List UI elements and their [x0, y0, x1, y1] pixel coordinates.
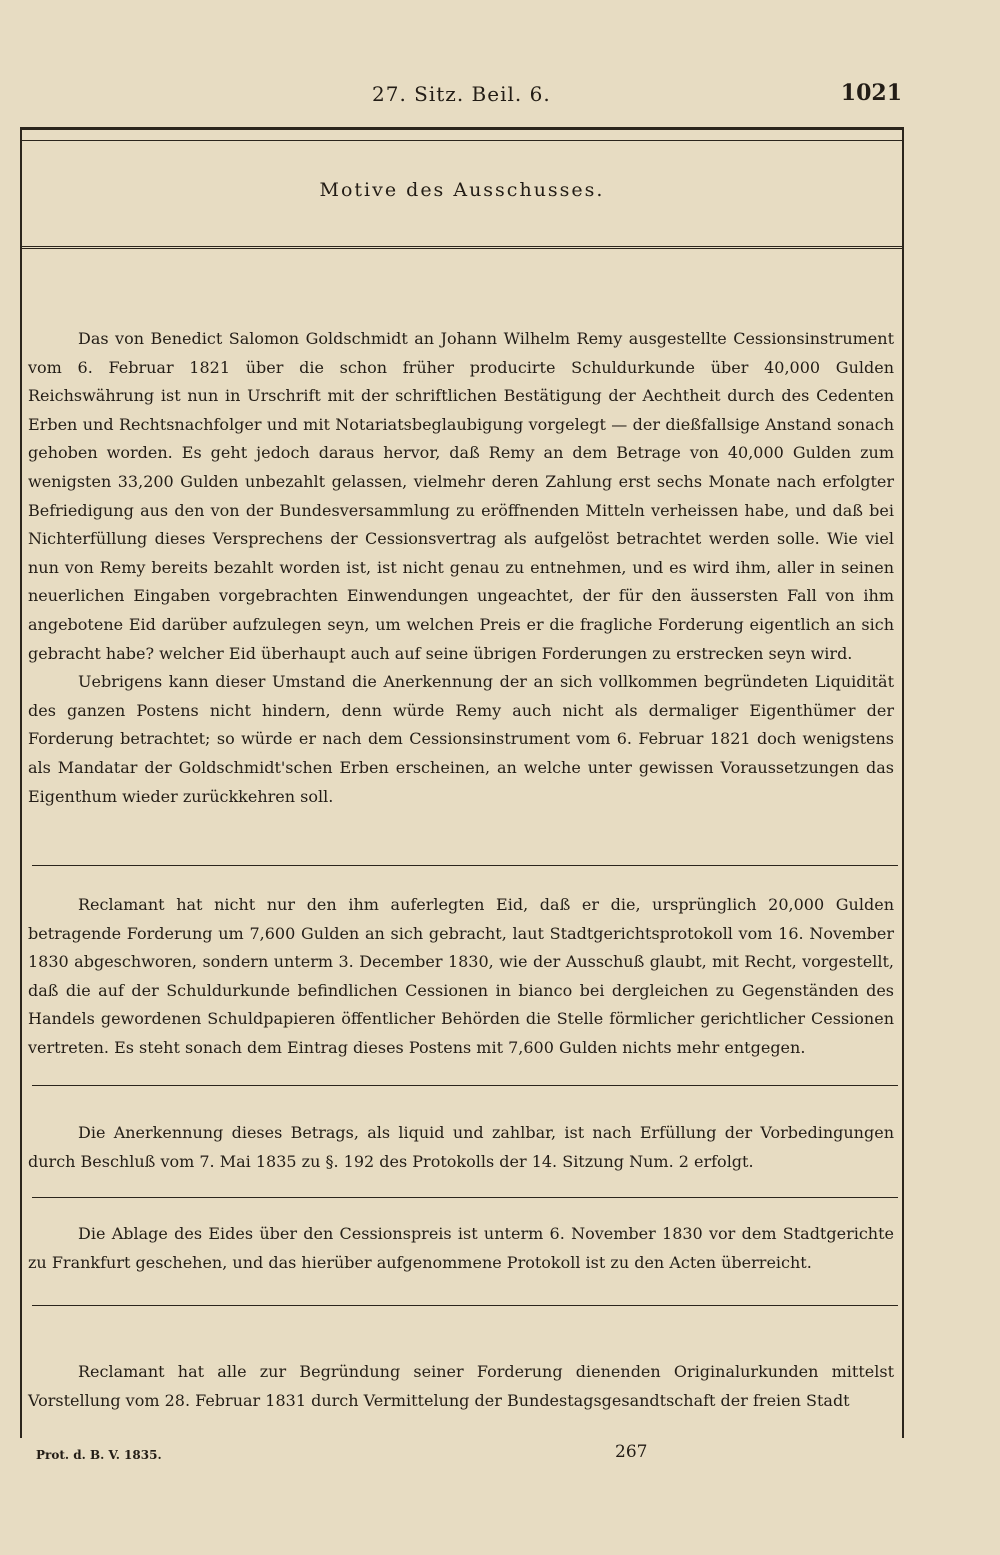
page-number: 1021: [840, 80, 902, 106]
section-block-5: [28, 1358, 894, 1415]
divider: [32, 865, 898, 866]
paragraph: Reclamant hat nicht nur den ihm auferlegten Eid, daß er die, ursprünglich 20,000 Gulden betragende Forderung um 7,600 Gulden an sich gebracht, laut Stadtgerichtsprotokoll vom 16. November 1830 abgeschworen, sondern unterm 3. December 1830, wie der Ausschuß glaubt, mit Recht, vorgestellt, daß die auf der Schuldurkunde befindlichen Cessionen in bianco bei dergleichen zu Gegenständen des Handels gewordenen Schuldpapieren öffentlicher Behörden die Stelle förmlicher gerichtlicher Cessionen vertreten. Es steht sonach dem Eintrag dieses Postens mit 7,600 Gulden nichts mehr entgegen.: [28, 895, 894, 1057]
sheet-number: 267: [615, 1442, 648, 1462]
divider: [32, 1085, 898, 1086]
paragraph: Die Ablage des Eides über den Cessionspreis ist unterm 6. November 1830 vor dem Stadtgerichte zu Frankfurt geschehen, und das hierüber aufgenommene Protokoll ist zu den Acten überreicht.: [28, 1224, 894, 1272]
footnote: Prot. d. B. V. 1835.: [36, 1448, 162, 1462]
page-header: [0, 80, 1000, 116]
page-footer: [0, 1440, 1000, 1470]
paragraph: Das von Benedict Salomon Goldschmidt an Johann Wilhelm Remy ausgestellte Cessionsinstrument vom 6. Februar 1821 über die schon früher producirte Schuldurkunde über 40,000 Gulden Reichswährung ist nun in Urschrift mit der schriftlichen Bestätigung der Aechtheit durch des Cedenten Erben und Rechtsnachfolger und mit Notariatsbeglaubigung vorgelegt — der dießfallsige Anstand sonach gehoben worden. Es geht jedoch daraus hervor, daß Remy an dem Betrage von 40,000 Gulden zum wenigsten 33,200 Gulden unbezahlt gelassen, vielmehr deren Zahlung erst sechs Monate nach erfolgter Befriedigung aus den von der Bundesversammlung zu eröffnenden Mitteln verheissen habe, und daß bei Nichterfüllung dieses Versprechens der Cessionsvertrag als aufgelöst betrachtet werden solle. Wie viel nun von Remy bereits bezahlt worden ist, ist nicht genau zu entnehmen, und es wird ihm, aller in seinen neuerlichen Eingaben vorgebrachten Einwendungen ungeachtet, der für den äussersten Fall von ihm angebotene Eid darüber aufzulegen seyn, um welchen Preis er die fragliche Forderung eigentlich an sich gebracht habe? welcher Eid überhaupt auch auf seine übrigen Forderungen zu erstrecken seyn wird.: [28, 329, 894, 663]
section-title: Motive des Ausschusses.: [319, 179, 605, 201]
paragraph: Uebrigens kann dieser Umstand die Anerkennung der an sich vollkommen begründeten Liquidität des ganzen Postens nicht hindern, denn würde Remy auch nicht als dermaliger Eigenthümer der Forderung betrachtet; so würde er nach dem Cessionsinstrument vom 6. Februar 1821 doch wenigstens als Mandatar der Goldschmidt'schen Erben erscheinen, an welche unter gewissen Voraussetzungen das Eigenthum wieder zurückkehren soll.: [28, 672, 894, 806]
paragraph: Reclamant hat alle zur Begründung seiner Forderung dienenden Originalurkunden mittelst Vorstellung vom 28. Februar 1831 durch Vermittelung der Bundestagsgesandtschaft der freien Stadt: [28, 1362, 894, 1410]
section-block-3: [28, 1119, 894, 1176]
section-block-2: [28, 891, 894, 1063]
section-block-4: [28, 1220, 894, 1277]
running-title: 27. Sitz. Beil. 6.: [372, 82, 551, 106]
section-block-1: [28, 325, 894, 811]
title-box: [20, 140, 904, 249]
paragraph: Die Anerkennung dieses Betrags, als liquid und zahlbar, ist nach Erfüllung der Vorbedingungen durch Beschluß vom 7. Mai 1835 zu §. 192 des Protokolls der 14. Sitzung Num. 2 erfolgt.: [28, 1123, 894, 1171]
divider: [32, 1197, 898, 1198]
divider: [32, 1305, 898, 1306]
